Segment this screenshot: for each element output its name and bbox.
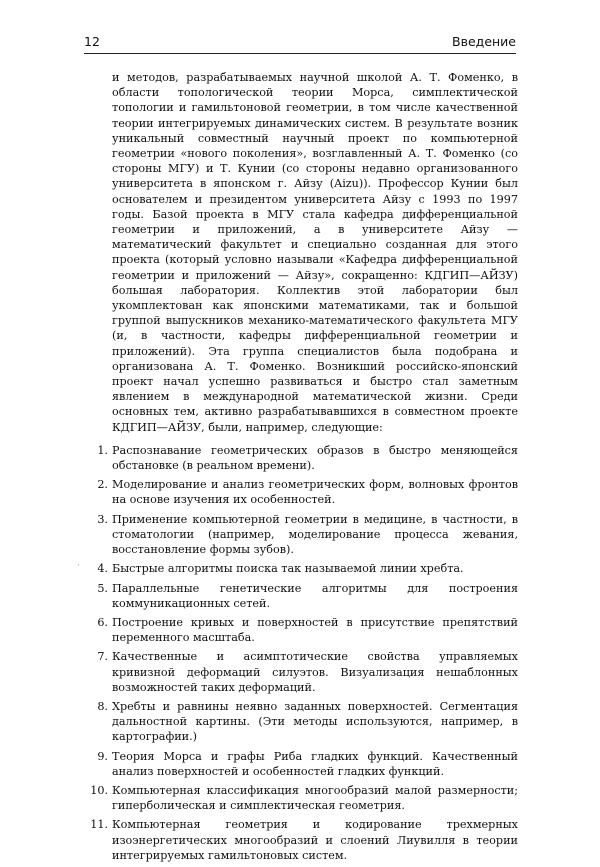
list-item-number: 10. <box>90 783 108 797</box>
list-item-number: 8. <box>97 699 108 713</box>
page-number: 12 <box>84 34 100 49</box>
intro-paragraph: и методов, разрабатываемых научной школой А. Т. Фоменко, в области топологической теории Морса, симплектической топологии и гамильтоновой геометрии, в том числе качественной теории интегрируемых динамических систем. В результате возник уникальный совместный научный проект по компьютерной геометрии «нового поколения», возглавленный А. Т. Фоменко (со стороны МГУ) и Т. Кунии (со стороны недавно организованного университета в японском г. Айзу (Aizu)). Профессор Кунии был основателем и президентом университета Айзу с 1993 по 1997 годы. Базой проекта в МГУ стала кафедра дифференциальной геометрии и приложений, а в университете Айзу — математический факультет и специально созданная для этого проекта (который условно называли «Кафедра дифференциальной геометрии и приложений — Айзу», сокращенно: КДГИП—АЙЗУ) большая лаборатория. Коллектив этой лаборатории был укомплектован как японскими математиками, так и большой группой выпускников механико-математического факультета МГУ (и, в частности, кафедры дифференциальной геометрии и приложений). Эта группа специалистов была подобрана и организована А. Т. Фоменко. Возникший российско-японский проект начал успешно развиваться и быстро стал заметным явлением в международной математической жизни. Среди основных тем, активно разрабатывавшихся в совместном проекте КДГИП—АЙЗУ, были, например, следующие: <box>112 71 518 434</box>
list-item <box>90 783 518 813</box>
list-item-text: Быстрые алгоритмы поиска так называемой линии хребта. <box>112 562 464 576</box>
list-item-text: Компьютерная геометрия и кодирование трехмерных изоэнергетических многообразий и слоений Лиувилля в теории интегрируемых гамильтоновых систем. <box>112 818 518 862</box>
section-title: Введение <box>452 34 516 49</box>
list-item-text: Построение кривых и поверхностей в присутствие препятствий переменного масштаба. <box>112 615 518 645</box>
list-item <box>97 581 518 611</box>
list-item-number: 2. <box>97 478 108 492</box>
list-item-text: Параллельные генетические алгоритмы для построения коммуникационных сетей. <box>112 581 518 610</box>
list-item-text: Применение компьютерной геометрии в медицине, в частности, в стоматологии (например, моделирование процесса жевания, восстановление формы зубов). <box>112 512 518 557</box>
list-item <box>97 443 518 473</box>
list-item <box>97 699 518 745</box>
margin-mark: · <box>77 561 80 571</box>
page-body <box>90 70 518 867</box>
list-item-text: Теория Морса и графы Риба гладких функций. Качественный анализ поверхностей и особенностей гладких функций. <box>112 749 518 778</box>
list-item <box>90 817 518 863</box>
list-item-number: 11. <box>90 818 108 832</box>
list-item-number: 9. <box>97 749 108 763</box>
header-rule <box>84 53 516 54</box>
list-item-number: 1. <box>97 443 108 457</box>
list-item <box>97 561 518 576</box>
list-item-number: 7. <box>97 650 108 664</box>
list-item-number: 5. <box>97 581 108 595</box>
list-item <box>97 649 518 695</box>
list-item-text: Качественные и асимптотические свойства управляемых кривизной деформаций силуэтов. Визуализация нешаблонных возможностей таких деформаций. <box>112 650 518 694</box>
list-item-number: 6. <box>97 615 108 629</box>
list-item-number: 3. <box>97 512 108 526</box>
list-item <box>97 477 518 507</box>
list-item-text: Хребты и равнины неявно заданных поверхностей. Сегментация дальностной картины. (Эти методы используются, например, в картографии.) <box>112 699 518 744</box>
list-item <box>97 512 518 558</box>
topic-list <box>90 443 518 863</box>
list-item <box>97 749 518 779</box>
list-item-number: 4. <box>97 562 108 576</box>
list-item <box>97 615 518 645</box>
list-item-text: Компьютерная классификация многообразий малой размерности; гиперболическая и симплектическая геометрия. <box>112 783 518 813</box>
list-item-text: Моделирование и анализ геометрических форм, волновых фронтов на основе изучения их особенностей. <box>112 478 518 507</box>
list-item-text: Распознавание геометрических образов в быстро меняющейся обстановке (в реальном времени). <box>112 443 518 473</box>
